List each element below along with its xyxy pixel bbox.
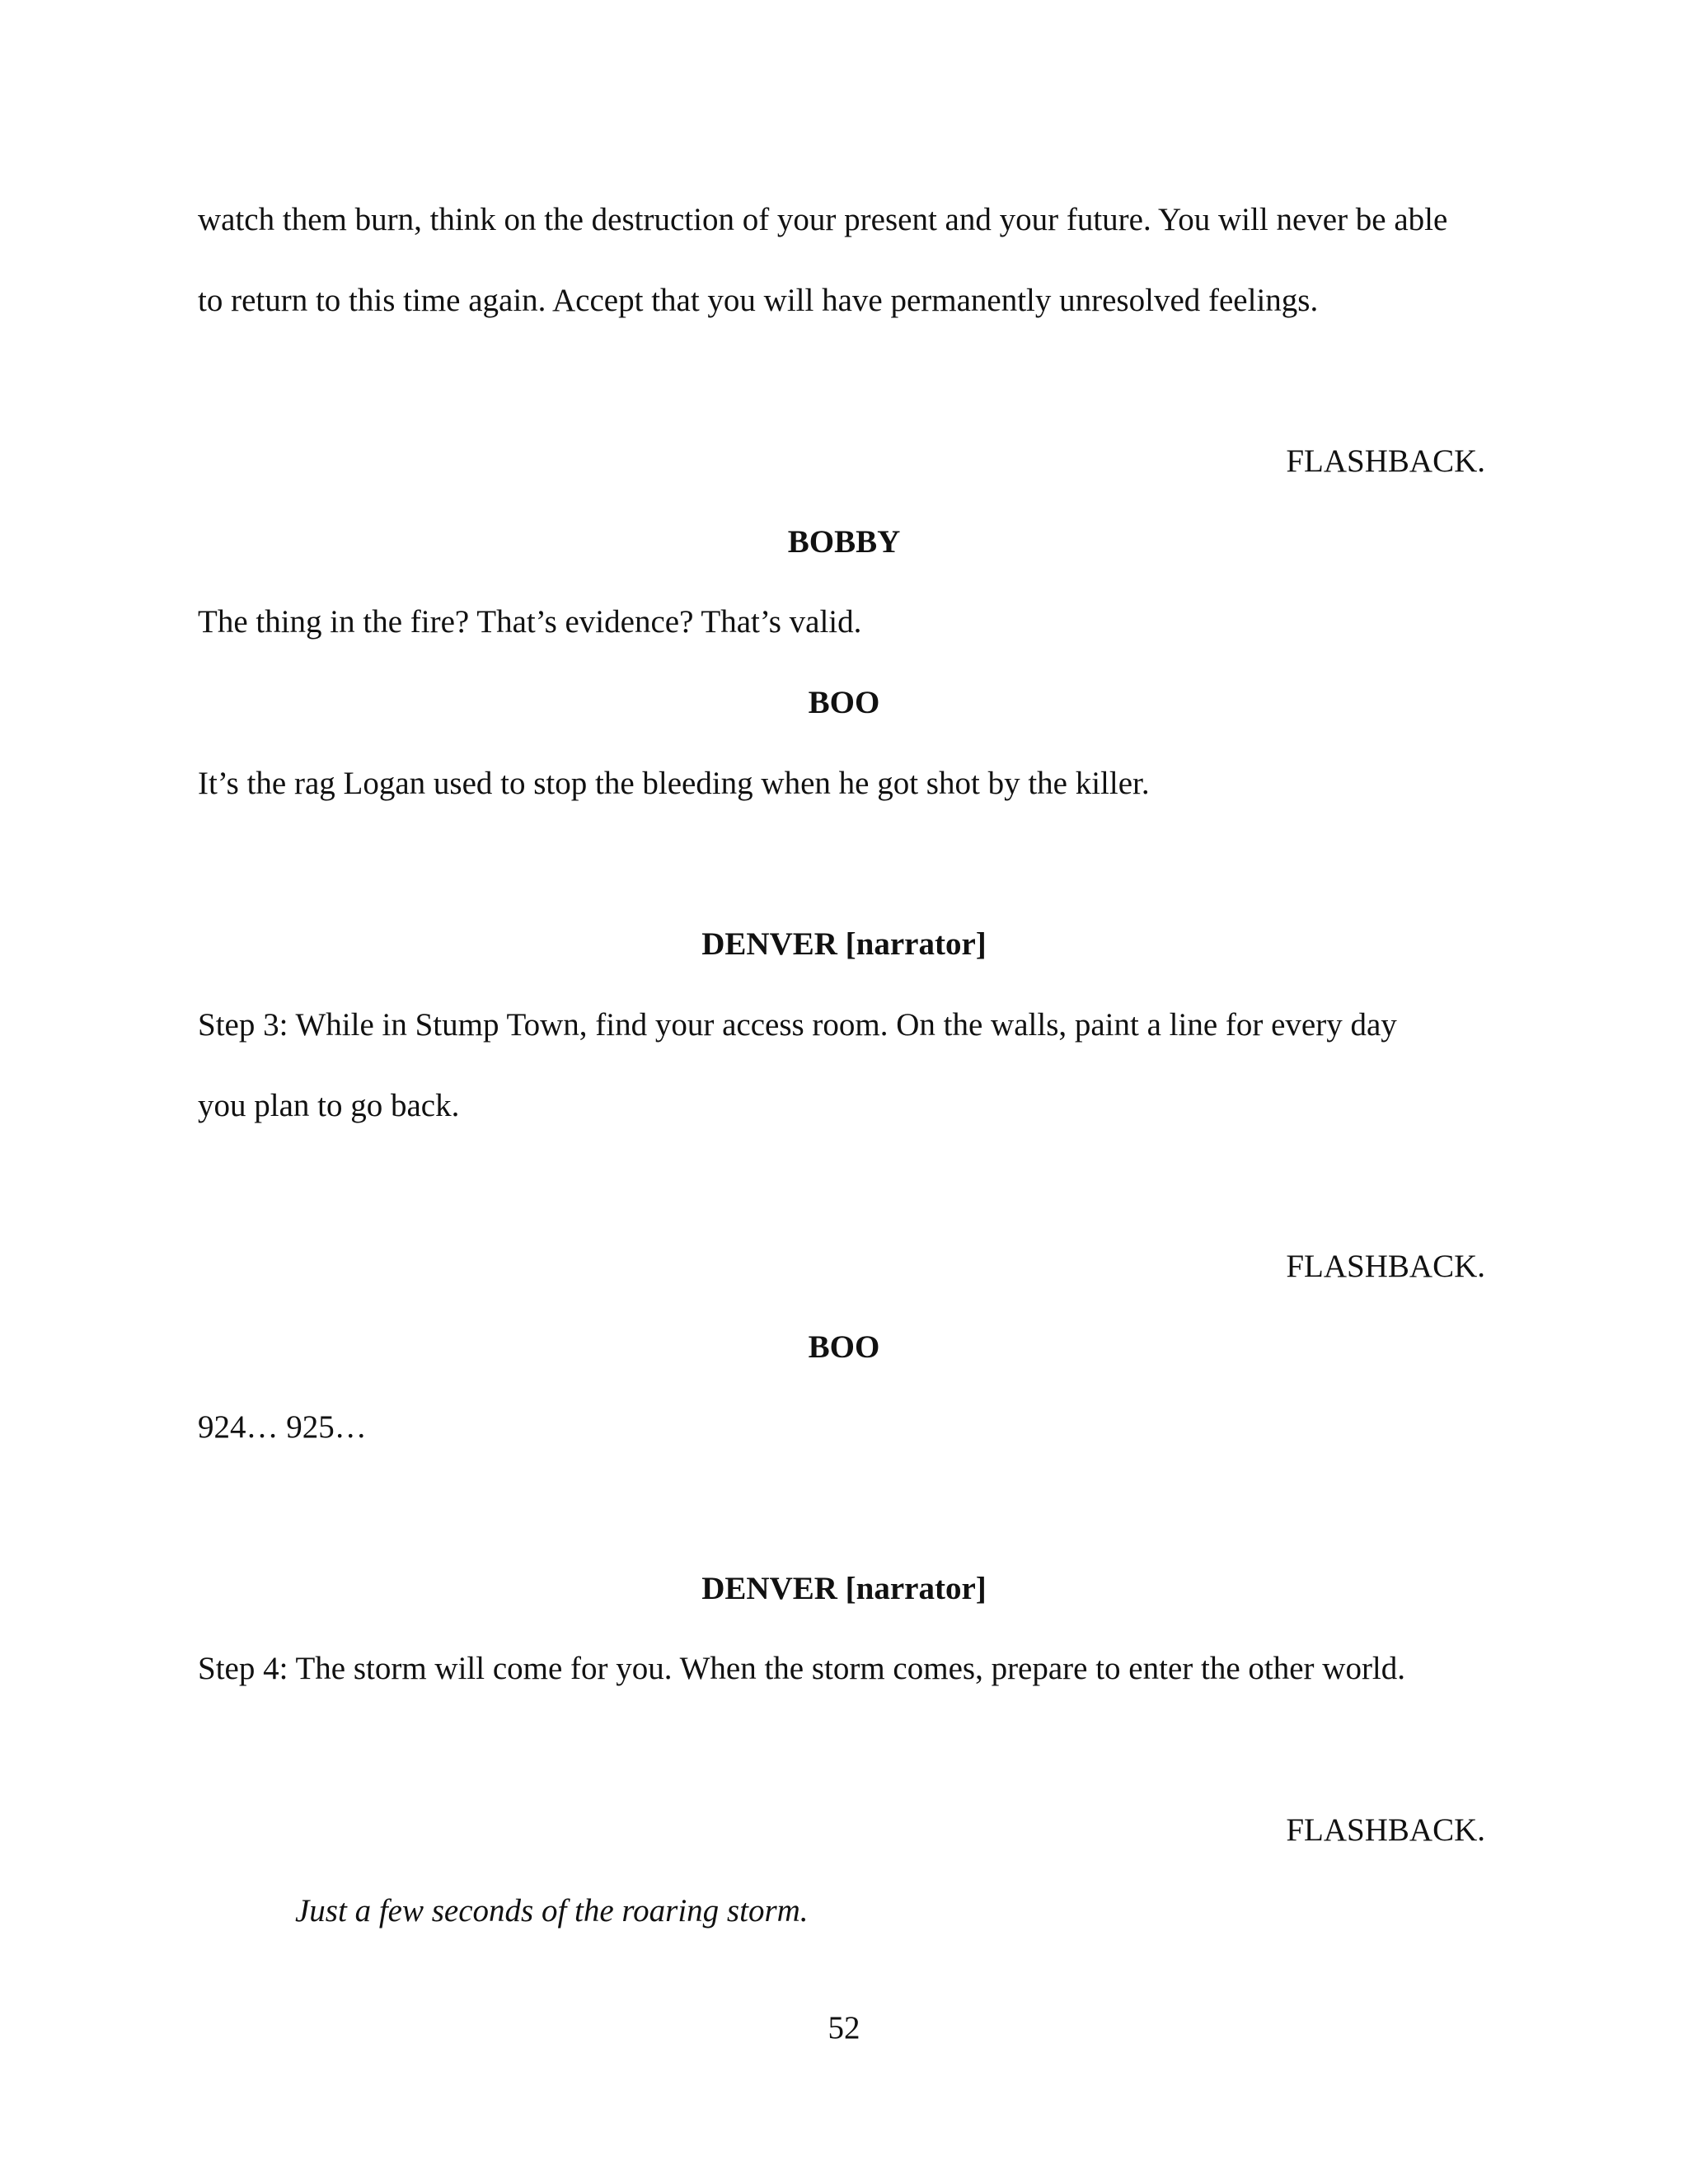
dialogue-line: Step 3: While in Stump Town, find your access room. On the walls, paint a line for every day bbox=[198, 1007, 1397, 1043]
dialogue-line: It’s the rag Logan used to stop the bleeding when he got shot by the killer. bbox=[198, 766, 1150, 801]
character-name: BOO bbox=[808, 1329, 880, 1365]
character-name: BOBBY bbox=[787, 524, 901, 560]
narration-line-1: watch them burn, think on the destruction of your present and your future. You will never be able bbox=[198, 202, 1448, 237]
dialogue-line: Step 4: The storm will come for you. When the storm comes, prepare to enter the other world. bbox=[198, 1651, 1406, 1686]
action-line: Just a few seconds of the roaring storm. bbox=[295, 1893, 809, 1929]
dialogue-line: 924… 925… bbox=[198, 1409, 367, 1445]
dialogue-line: The thing in the fire? That’s evidence? That’s valid. bbox=[198, 604, 862, 640]
character-name: BOO bbox=[808, 685, 880, 720]
character-name: DENVER [narrator] bbox=[701, 1571, 987, 1606]
dialogue-line: you plan to go back. bbox=[198, 1088, 460, 1123]
transition-flashback: FLASHBACK. bbox=[1286, 443, 1485, 479]
character-name: DENVER [narrator] bbox=[701, 926, 987, 962]
page-number: 52 bbox=[828, 2010, 860, 2046]
transition-flashback: FLASHBACK. bbox=[1286, 1249, 1485, 1284]
transition-flashback: FLASHBACK. bbox=[1286, 1812, 1485, 1848]
narration-line-2: to return to this time again. Accept that you will have permanently unresolved feelings. bbox=[198, 283, 1319, 318]
